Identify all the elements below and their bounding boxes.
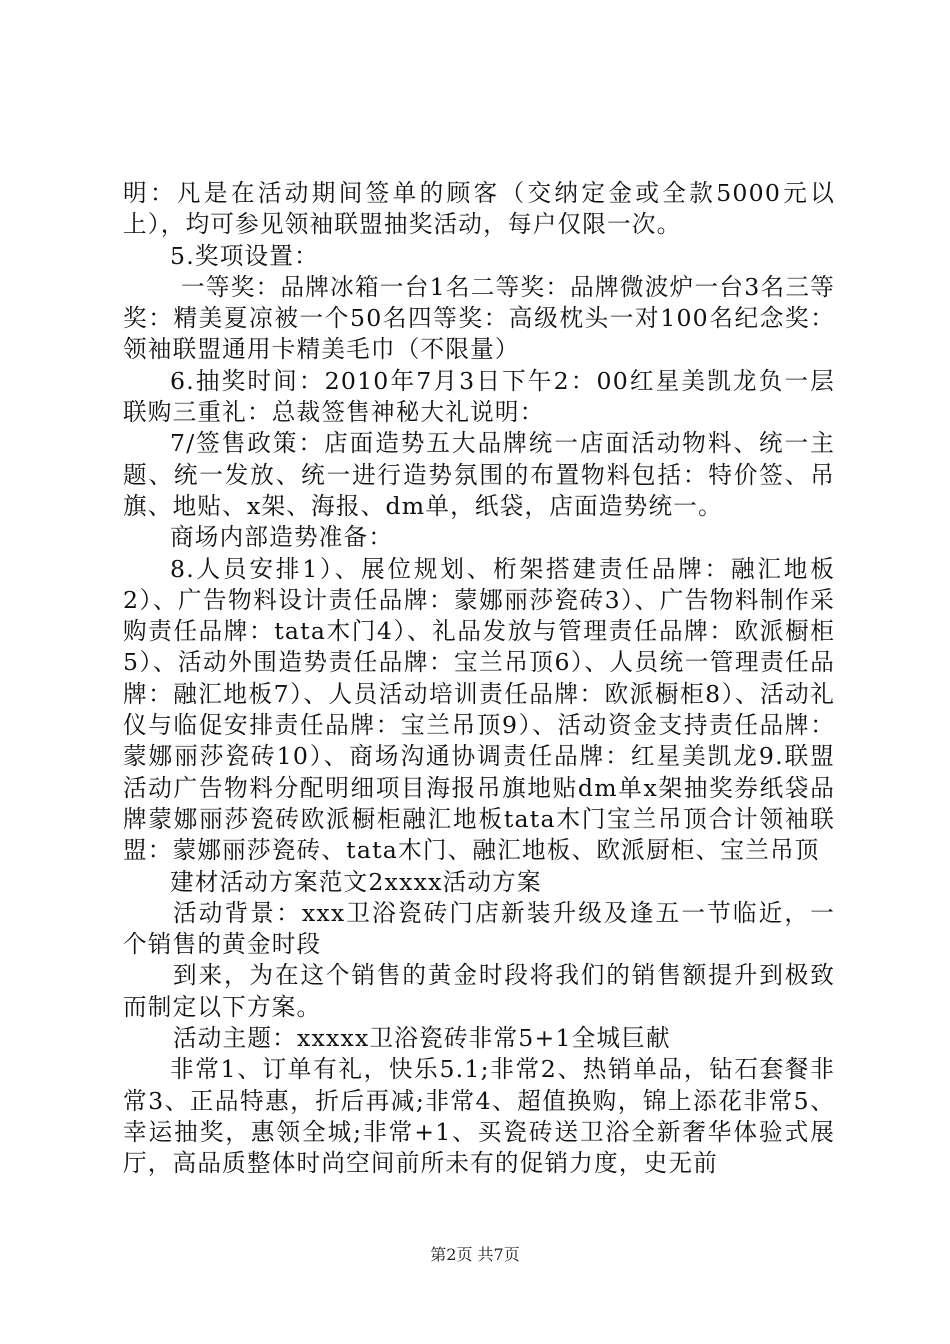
paragraph-sales-goal: 到来，为在这个销售的黄金时段将我们的销售额提升到极致而制定以下方案。 — [123, 961, 835, 1021]
paragraph-staff-arrangement: 8.人员安排1）、展位规划、桁架搭建责任品牌：融汇地板2）、广告物料设计责任品牌：蒙娜丽莎瓷砖3）、广告物料制作采购责任品牌：tata木门4）、礼品发放与管理责任品牌：欧派橱柜5）、活动外围造势责任品牌：宝兰吊顶6）、人员统一管理责任品牌：融汇地板7）、人员活动培训责任品牌：欧派橱柜8）、活动礼仪与临促安排责任品牌：宝兰吊顶9）、活动资金支持责任品牌：蒙娜丽莎瓷砖10）、商场沟通协调责任品牌：红星美凯龙9.联盟活动广告物料分配明细项目海报吊旗地贴dm单x架抽奖券纸袋品牌蒙娜丽莎瓷砖欧派橱柜融汇地板tata木门宝兰吊顶合计领袖联盟：蒙娜丽莎瓷砖、tata木门、融汇地板、欧派厨柜、宝兰吊顶 — [123, 554, 835, 865]
paragraph-mall-preparation: 商场内部造势准备： — [170, 523, 394, 552]
paragraph-award-settings-heading: 5.奖项设置： — [170, 241, 319, 270]
paragraph-activity-background: 活动背景：xxx卫浴瓷砖门店新装升级及逢五一节临近，一个销售的黄金时段 — [123, 898, 835, 959]
paragraph-plan-title: 建材活动方案范文2xxxx活动方案 — [170, 867, 542, 896]
paragraph-promotion-details: 非常1、订单有礼，快乐5.1;非常2、热销单品，钻石套餐非常3、正品特惠，折后再减;非常4、超值换购，锦上添花非常5、幸运抽奖，惠领全城;非常+1、买瓷砖送卫浴全新奢华体验式展厅，高品质整体时尚空间前所未有的促销力度，史无前 — [123, 1055, 835, 1178]
paragraph-award-list: 一等奖：品牌冰箱一台1名二等奖：品牌微波炉一台3名三等奖：精美夏凉被一个50名四等奖：高级枕头一对100名纪念奖：领袖联盟通用卡精美毛巾（不限量） — [123, 272, 835, 364]
paragraph-activity-theme: 活动主题：xxxxx卫浴瓷砖非常5+1全城巨献 — [173, 1024, 671, 1053]
paragraph-signing-policy: 7/签售政策：店面造势五大品牌统一店面活动物料、统一主题、统一发放、统一进行造势氛围的布置物料包括：特价签、吊旗、地贴、x架、海报、dm单，纸袋，店面造势统一。 — [123, 429, 835, 520]
page-number-footer: 第2页 共7页 — [430, 1245, 520, 1264]
paragraph-prize-eligibility: 明：凡是在活动期间签单的顾客（交纳定金或全款5000元以上），均可参见领袖联盟抽奖活动，每户仅限一次。 — [123, 179, 835, 239]
paragraph-draw-time: 6.抽奖时间：2010年7月3日下午2：00红星美凯龙负一层联购三重礼：总裁签售神秘大礼说明： — [123, 366, 835, 427]
document-body — [123, 178, 835, 1180]
